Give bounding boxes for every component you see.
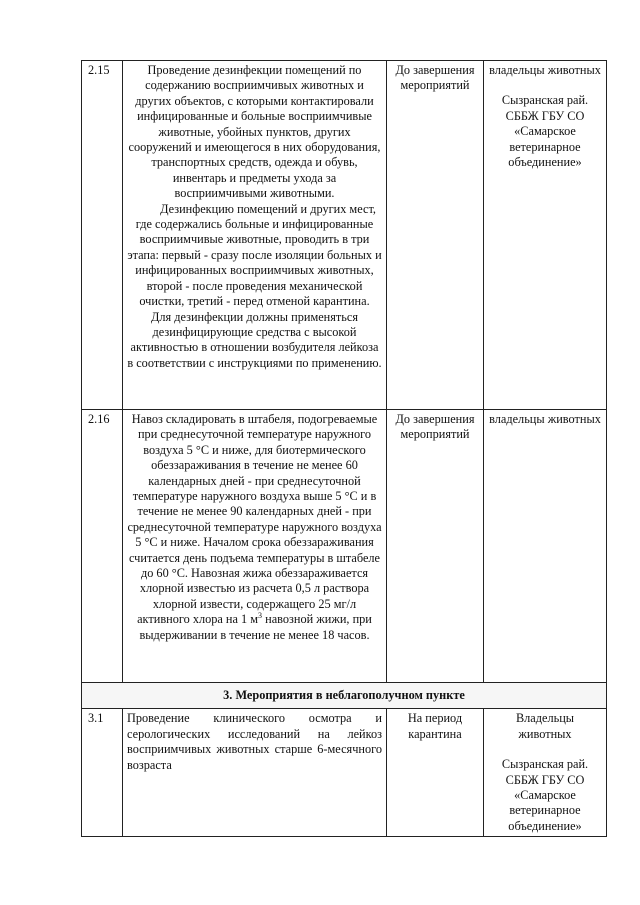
deadline-cell: До завершения мероприятий — [387, 410, 484, 683]
deadline-cell: На период карантина — [387, 709, 484, 837]
measure-paragraph: Проведение дезинфекции помещений по содержанию восприимчивых животных и других объектов, с которыми контактировали инфицированные и больные восприимчивые животные, убойных пунктов, других сооружений и имеющегося в них оборудования, транспортных средств, одежда и обувь, инвентарь и предметы ухода за восприимчивыми животными. — [128, 63, 381, 201]
superscript: 3 — [258, 611, 263, 621]
measure-paragraph: Для дезинфекции должны применяться дезинфицирующие средства с высокой активностью в отношении возбудителя лейкоза в соответствии с инструкциями по применению. — [127, 309, 382, 370]
responsible-cell — [484, 709, 607, 837]
responsible-owners: владельцы животных — [489, 412, 601, 426]
measure-description: Проведение клинического осмотра и серологических исследований на лейкоз восприимчивых животных старше 6-месячного возраста — [123, 709, 387, 837]
row-number: 3.1 — [82, 709, 123, 837]
measures-table — [81, 60, 607, 837]
table-row — [82, 709, 607, 837]
responsible-cell — [484, 410, 607, 683]
section-title: 3. Мероприятия в неблагополучном пункте — [82, 683, 607, 709]
responsible-cell — [484, 61, 607, 410]
measure-paragraph: Дезинфекцию помещений и других мест, где содержались больные и инфицированные восприимчивые животные, проводить в три этапа: первый - сразу после изоляции больных и инфицированных восприимчивых животных, второй - после проведения механической очистки, третий - перед отменой карантина. — [127, 201, 382, 309]
responsible-owners: владельцы животных — [489, 63, 601, 77]
deadline-cell: До завершения мероприятий — [387, 61, 484, 410]
responsible-vet-service: Сызранская рай. СББЖ ГБУ СО «Самарское ветеринарное объединение» — [501, 93, 589, 170]
measure-description — [123, 61, 387, 410]
responsible-owners: Владельцы животных — [515, 711, 575, 741]
row-number: 2.16 — [82, 410, 123, 683]
measure-description — [123, 410, 387, 683]
measure-text-cont: навозной жижи, при выдерживании в течение не менее 18 часов. — [139, 612, 372, 642]
row-number: 2.15 — [82, 61, 123, 410]
table-row — [82, 61, 607, 410]
measure-text: Навоз складировать в штабеля, подогреваемые при среднесуточной температуре наружного воздуха 5 °С и ниже, для биотермического обеззараживания в течение не менее 60 календарных дней - при среднесуточной температуре наружного воздуха выше 5 °С и в течение не менее 90 календарных дней - при среднесуточной температуре наружного воздуха 5 °С и ниже. Началом срока обеззараживания считается день подъема температуры в штабеле до 60 °С. Навозная жижа обеззараживается хлорной известью из расчета 0,5 л раствора хлорной извести, содержащего 25 мг/л активного хлора на 1 м — [127, 412, 382, 627]
table-row — [82, 410, 607, 683]
section-header-row — [82, 683, 607, 709]
responsible-vet-service: Сызранская рай. СББЖ ГБУ СО «Самарское ветеринарное объединение» — [501, 757, 589, 833]
